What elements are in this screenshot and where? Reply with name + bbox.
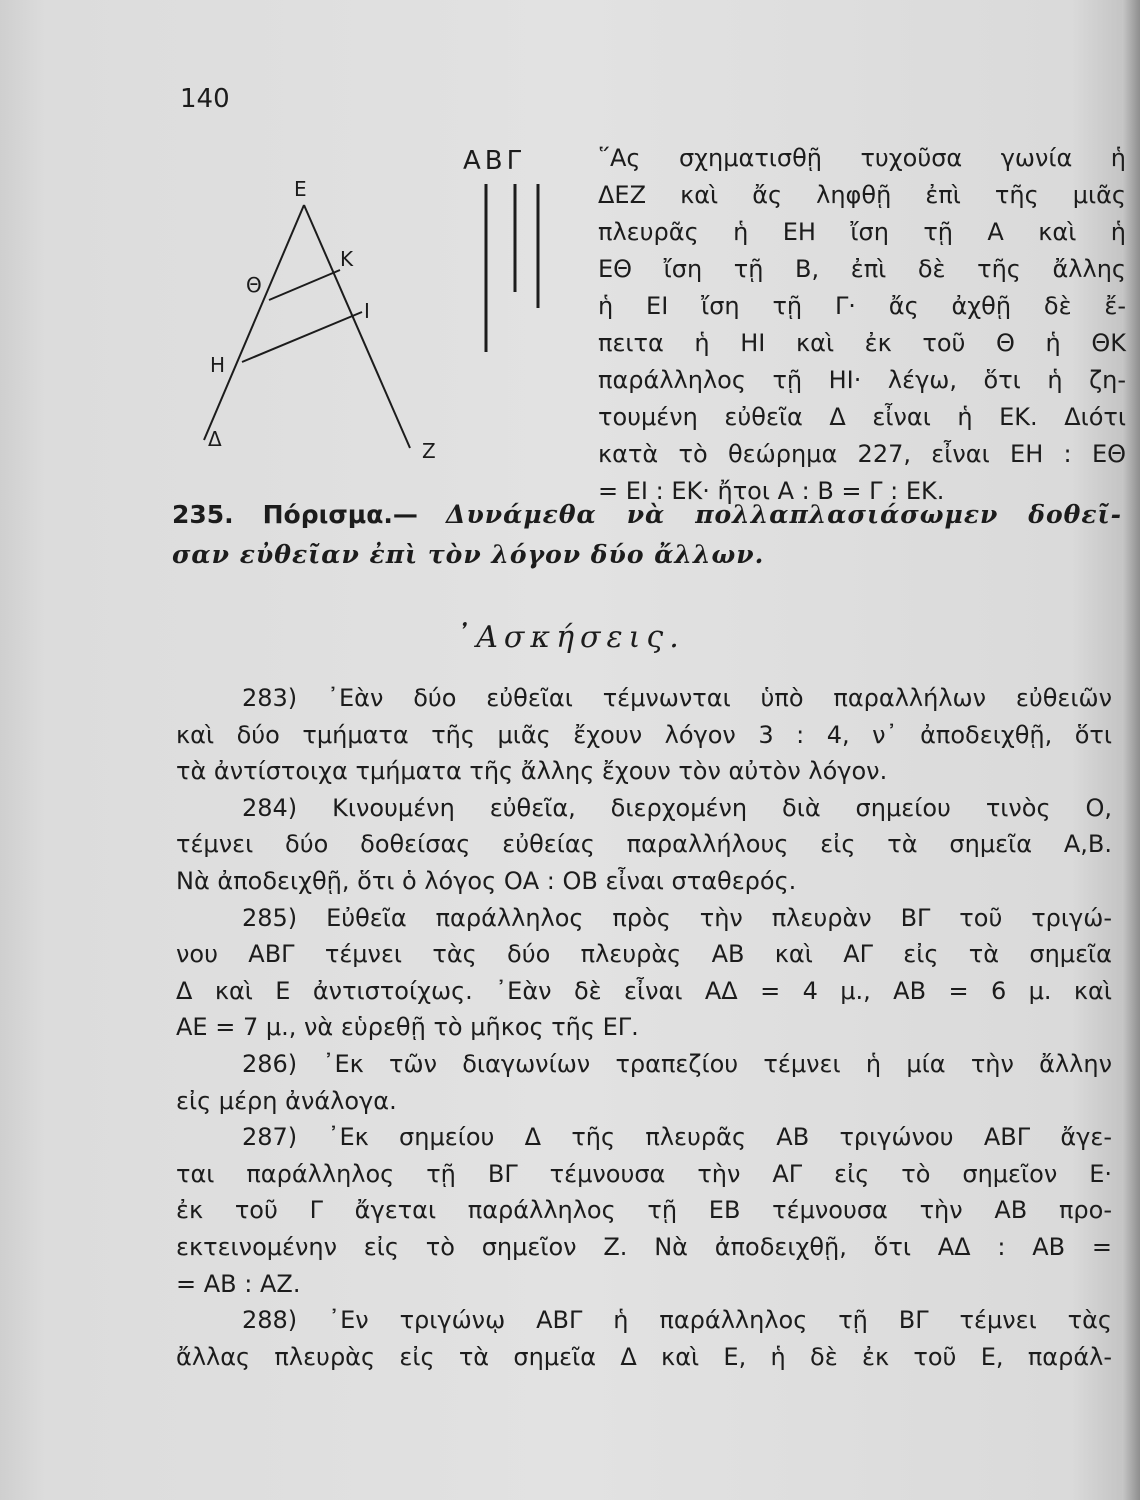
proof-text (598, 140, 1126, 510)
label-E: Ε (294, 177, 307, 201)
proof-line: κατὰ τὸ θεώρημα 227, εἶναι ΕΗ : ΕΘ (598, 440, 1126, 468)
corollary-statement-2: σαν εὐθεῖαν ἐπὶ τὸν λόγον δύο ἄλλων. (172, 540, 765, 569)
line-THETA-K (269, 270, 340, 300)
proof-line: πειτα ἡ ΗΙ καὶ ἐκ τοῦ Θ ἡ ΘΚ (598, 329, 1126, 357)
exercise-line: τέμνει δύο δοθείσας εὐθείας παραλλήλους εἰς τὰ σημεῖα Α,Β. (176, 830, 1112, 859)
proof-line: ΕΘ ἴση τῇ Β, ἐπὶ δὲ τῆς ἄλλης (598, 255, 1126, 283)
exercise-286 (176, 1046, 1112, 1119)
exercise-288 (176, 1302, 1112, 1375)
label-THETA: Θ (246, 273, 262, 297)
exercise-line: τὰ ἀντίστοιχα τμήματα τῆς ἄλλης ἔχουν τὸν αὐτὸν λόγον. (176, 757, 888, 786)
exercise-line: εκτεινομένην εἰς τὸ σημεῖον Ζ. Νὰ ἀποδειχθῇ, ὅτι ΑΔ : ΑΒ = (176, 1232, 1112, 1261)
exercise-line: 286) ᾿Εκ τῶν διαγωνίων τραπεζίου τέμνει ἡ μία τὴν ἄλλην (242, 1049, 1112, 1078)
proof-line: ἡ ΕΙ ἴση τῇ Γ· ἄς ἀχθῇ δὲ ἔ- (598, 292, 1126, 320)
exercises-heading: ᾿Ασκήσεις. (455, 620, 685, 655)
label-DELTA: Δ (208, 427, 222, 451)
geometry-figure (170, 140, 460, 470)
label-K: Κ (340, 247, 354, 271)
corollary-statement-1: Δυνάμεθα νὰ πολλαπλασιάσωμεν δοθεῖ- (446, 500, 1122, 529)
exercise-line: ἐκ τοῦ Γ ἄγεται παράλληλος τῇ ΕΒ τέμνουσα τὴν ΑΒ προ- (176, 1196, 1112, 1225)
proof-line: παράλληλος τῇ ΗΙ· λέγω, ὅτι ἡ ζη- (598, 366, 1126, 394)
exercise-line: εἰς μέρη ἀνάλογα. (176, 1086, 397, 1115)
exercise-line: ἄλλας πλευρὰς εἰς τὰ σημεῖα Δ καὶ Ε, ἡ δὲ ἐκ τοῦ Ε, παράλ- (176, 1342, 1112, 1371)
corollary-number: 235. Πόρισμα.— (172, 500, 418, 529)
proof-line: πλευρᾶς ἡ ΕΗ ἴση τῇ Α καὶ ἡ (598, 218, 1126, 246)
exercise-line: Νὰ ἀποδειχθῇ, ὅτι ὁ λόγος ΟΑ : ΟΒ εἶναι σταθερός. (176, 866, 797, 895)
exercise-line: = ΑΒ : ΑΖ. (176, 1269, 301, 1298)
corollary-235 (172, 495, 1122, 575)
label-I: Ι (364, 299, 370, 323)
exercise-line: 287) ᾿Εκ σημείου Δ τῆς πλευρᾶς ΑΒ τριγώνου ΑΒΓ ἄγε- (242, 1123, 1112, 1152)
exercises-list (176, 680, 1112, 1375)
exercise-283 (176, 680, 1112, 790)
line-EZ (304, 205, 410, 448)
exercise-line: ται παράλληλος τῇ ΒΓ τέμνουσα τὴν ΑΓ εἰς τὸ σημεῖον Ε· (176, 1159, 1112, 1188)
exercise-line: 283) ᾿Εὰν δύο εὐθεῖαι τέμνωνται ὑπὸ παραλλήλων εὐθειῶν (242, 684, 1112, 712)
exercise-line: ΑΕ = 7 μ., νὰ εὑρεθῇ τὸ μῆκος τῆς ΕΓ. (176, 1013, 639, 1042)
proof-line: τουμένη εὐθεῖα Δ εἶναι ἡ ΕΚ. Διότι (598, 403, 1126, 431)
proof-line: = ΕΙ : ΕΚ· ἤτοι Α : Β = Γ : ΕΚ. (598, 477, 945, 505)
segments-figure (470, 180, 550, 360)
exercise-284 (176, 790, 1112, 900)
exercise-285 (176, 900, 1112, 1046)
exercise-line: Δ καὶ Ε ἀντιστοίχως. ᾿Εὰν δὲ εἶναι ΑΔ = 4 μ., ΑΒ = 6 μ. καὶ (176, 976, 1112, 1005)
proof-line: ΔΕΖ καὶ ἄς ληφθῇ ἐπὶ τῆς μιᾶς (598, 181, 1126, 209)
label-Z: Ζ (422, 439, 436, 463)
exercise-line: καὶ δύο τμήματα τῆς μιᾶς ἔχουν λόγον 3 : 4, ν᾿ ἀποδειχθῇ, ὅτι (176, 720, 1112, 749)
page-number: 140 (180, 84, 230, 114)
line-ED (204, 205, 304, 440)
line-H-I (242, 312, 362, 362)
label-H: Η (210, 353, 226, 377)
segment-labels: ΑΒΓ (463, 146, 526, 176)
exercise-line: 285) Εὐθεῖα παράλληλος πρὸς τὴν πλευρὰν ΒΓ τοῦ τριγώ- (242, 903, 1112, 932)
exercise-287 (176, 1119, 1112, 1302)
exercise-line: 284) Κινουμένη εὐθεῖα, διερχομένη διὰ σημείου τινὸς Ο, (242, 793, 1112, 822)
exercise-line: νου ΑΒΓ τέμνει τὰς δύο πλευρὰς ΑΒ καὶ ΑΓ εἰς τὰ σημεῖα (176, 940, 1112, 969)
proof-line: ῞Ας σχηματισθῇ τυχοῦσα γωνία ἡ (598, 144, 1126, 172)
exercise-line: 288) ᾿Εν τριγώνῳ ΑΒΓ ἡ παράλληλος τῇ ΒΓ τέμνει τὰς (242, 1306, 1112, 1335)
